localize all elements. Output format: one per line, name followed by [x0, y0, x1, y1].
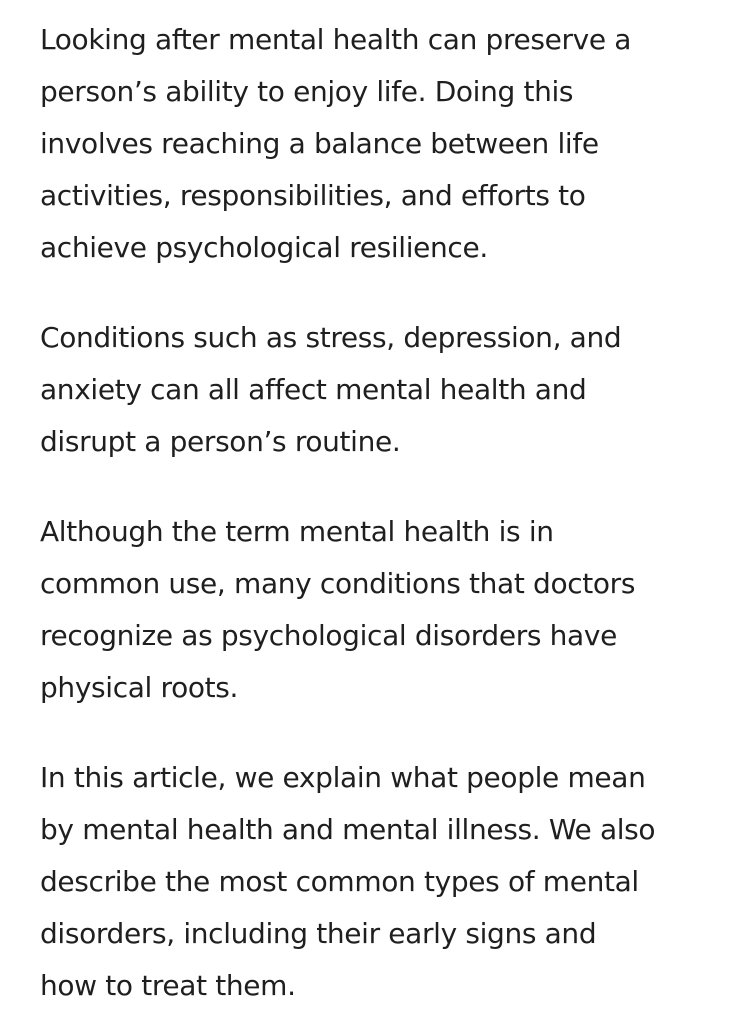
paragraph-line: activities, responsibilities, and efforts to [40, 179, 586, 212]
article-paragraph-3 [40, 506, 710, 714]
paragraph-line: anxiety can all affect mental health and [40, 373, 587, 406]
article-body [40, 14, 710, 1012]
paragraph-line: physical roots. [40, 671, 239, 704]
paragraph-line: how to treat them. [40, 969, 296, 1002]
article-paragraph-2 [40, 312, 710, 468]
paragraph-line: disrupt a person’s routine. [40, 425, 401, 458]
paragraph-line: involves reaching a balance between life [40, 127, 599, 160]
paragraph-line: person’s ability to enjoy life. Doing this [40, 75, 574, 108]
paragraph-line: by mental health and mental illness. We also [40, 813, 656, 846]
paragraph-line: Although the term mental health is in [40, 515, 554, 548]
paragraph-line: Looking after mental health can preserve a [40, 23, 632, 56]
paragraph-line: common use, many conditions that doctors [40, 567, 636, 600]
article-paragraph-4 [40, 752, 710, 1012]
paragraph-line: describe the most common types of mental [40, 865, 639, 898]
article-paragraph-1 [40, 14, 710, 274]
paragraph-line: Conditions such as stress, depression, and [40, 321, 622, 354]
paragraph-line: achieve psychological resilience. [40, 231, 488, 264]
paragraph-line: In this article, we explain what people mean [40, 761, 646, 794]
paragraph-line: disorders, including their early signs and [40, 917, 597, 950]
paragraph-line: recognize as psychological disorders have [40, 619, 617, 652]
